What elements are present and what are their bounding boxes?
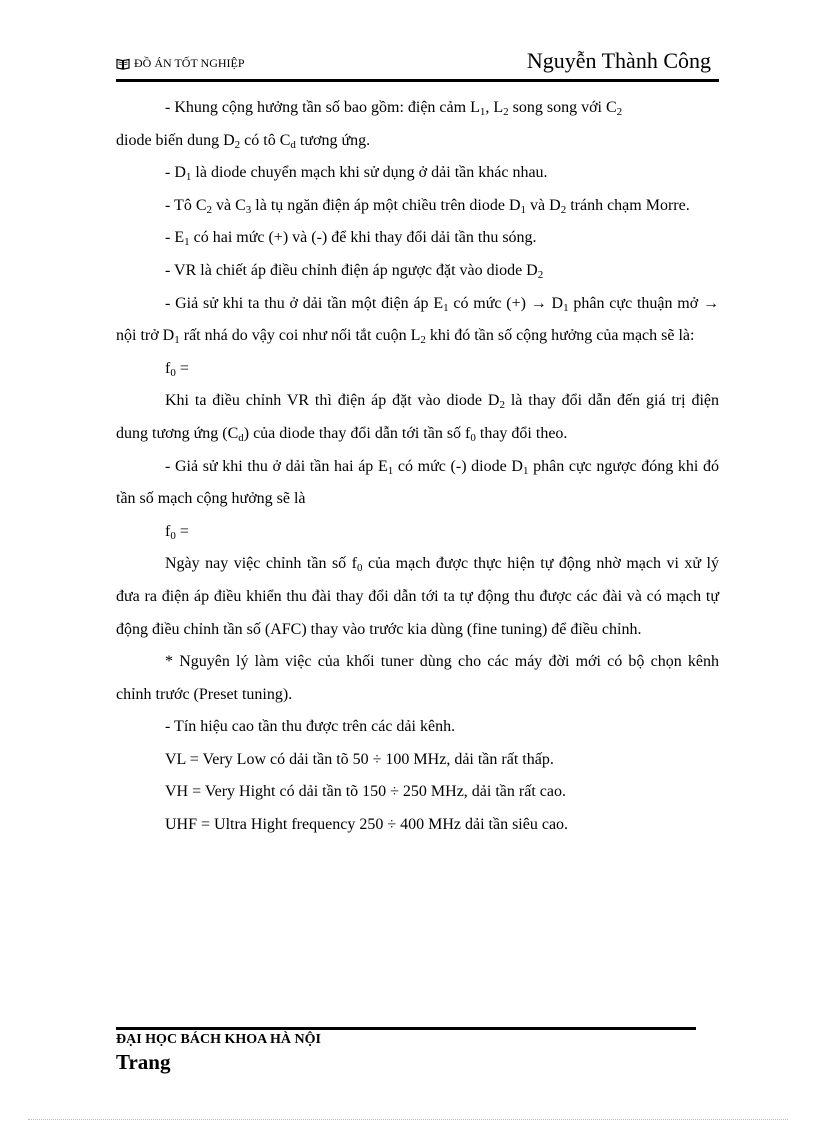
formula-line: $f_0$ = xyxy=(165,522,189,542)
document-body xyxy=(116,92,719,842)
header-left xyxy=(116,56,245,71)
paragraph: Khi ta điều chỉnh VR thì điện áp đặt vào diode $D_2$ là thay đổi dẫn đến giá trị điện dung tương ứng $(C_d)$ của diode thay đổi dẫn tới tần số $f_0$ thay đổi theo. xyxy=(116,392,719,444)
paragraph: UHF = Ultra Hight frequency 250 ÷ 400 MHz dải tần siêu cao. xyxy=(165,816,569,834)
paragraph: VH = Very Hight có dải tần tõ 150 ÷ 250 MHz, dải tần rất cao. xyxy=(165,783,566,801)
paragraph: - $E_1$ có hai mức (+) và (-) để khi thay đổi dải tần thu sóng. xyxy=(165,229,537,249)
paragraph: * Nguyên lý làm việc của khối tuner dùng cho các máy đời mới có bộ chọn kênh chỉnh trước (Preset tuning). xyxy=(116,653,719,703)
header-title: ĐỒ ÁN TỐT NGHIỆP xyxy=(134,56,245,70)
footer-divider xyxy=(116,1027,696,1030)
paragraph: - Khung cộng hưởng tần số bao gồm: điện cảm $L_1$, $L_2$ song song với $C_2$ diode biến dung $D_2$ có tô $C_d$ tương ứng. xyxy=(116,99,623,151)
header-divider xyxy=(116,79,719,82)
page-header xyxy=(116,48,719,78)
open-book-icon xyxy=(116,58,130,70)
footer-page-label: Trang xyxy=(116,1050,171,1074)
header-author: Nguyễn Thành Công xyxy=(526,48,711,73)
paragraph: - Giả sử khi ta thu ở dải tần một điện áp $E_1$ có mức (+) → $D_1$ phân cực thuận mở → nội trở $D_1$ rất nhá do vậy coi như nối tắt cuộn $L_2$ khi đó tần số cộng hưởng của mạch sẽ là: xyxy=(116,294,719,347)
paragraph: Ngày nay việc chỉnh tần số $f_0$ của mạch được thực hiện tự động nhờ mạch vi xử lý đưa ra điện áp điều khiển thu đài thay đổi dẫn tới ta tự động thu được các đài và có mạch tự động điều chỉnh tần số (AFC) thay vào trước kia dùng (fine tuning) để điều chỉnh. xyxy=(116,555,720,638)
formula-line: $f_0$ = xyxy=(165,359,189,379)
paragraph: - Tô $C_2$ và $C_3$ là tụ ngăn điện áp một chiều trên diode $D_1$ và $D_2$ tránh chạm Morre. xyxy=(165,196,690,216)
paragraph: - Tín hiệu cao tần thu được trên các dải kênh. xyxy=(165,718,456,736)
paragraph: VL = Very Low có dải tần tõ 50 ÷ 100 MHz, dải tần rất thấp. xyxy=(165,750,554,768)
paragraph: - Giả sử khi thu ở dải tần hai áp $E_1$ có mức (-) diode $D_1$ phân cực ngược đóng khi đó tần số mạch cộng hưởng sẽ là xyxy=(116,457,720,508)
paragraph: - VR là chiết áp điều chỉnh điện áp ngược đặt vào diode $D_2$ xyxy=(165,261,544,281)
page-bottom-dotted-line xyxy=(28,1119,788,1120)
footer-university: ĐẠI HỌC BÁCH KHOA HÀ NỘI xyxy=(116,1032,321,1047)
paragraph: - $D_1$ là diode chuyển mạch khi sử dụng ở dải tần khác nhau. xyxy=(165,164,548,184)
